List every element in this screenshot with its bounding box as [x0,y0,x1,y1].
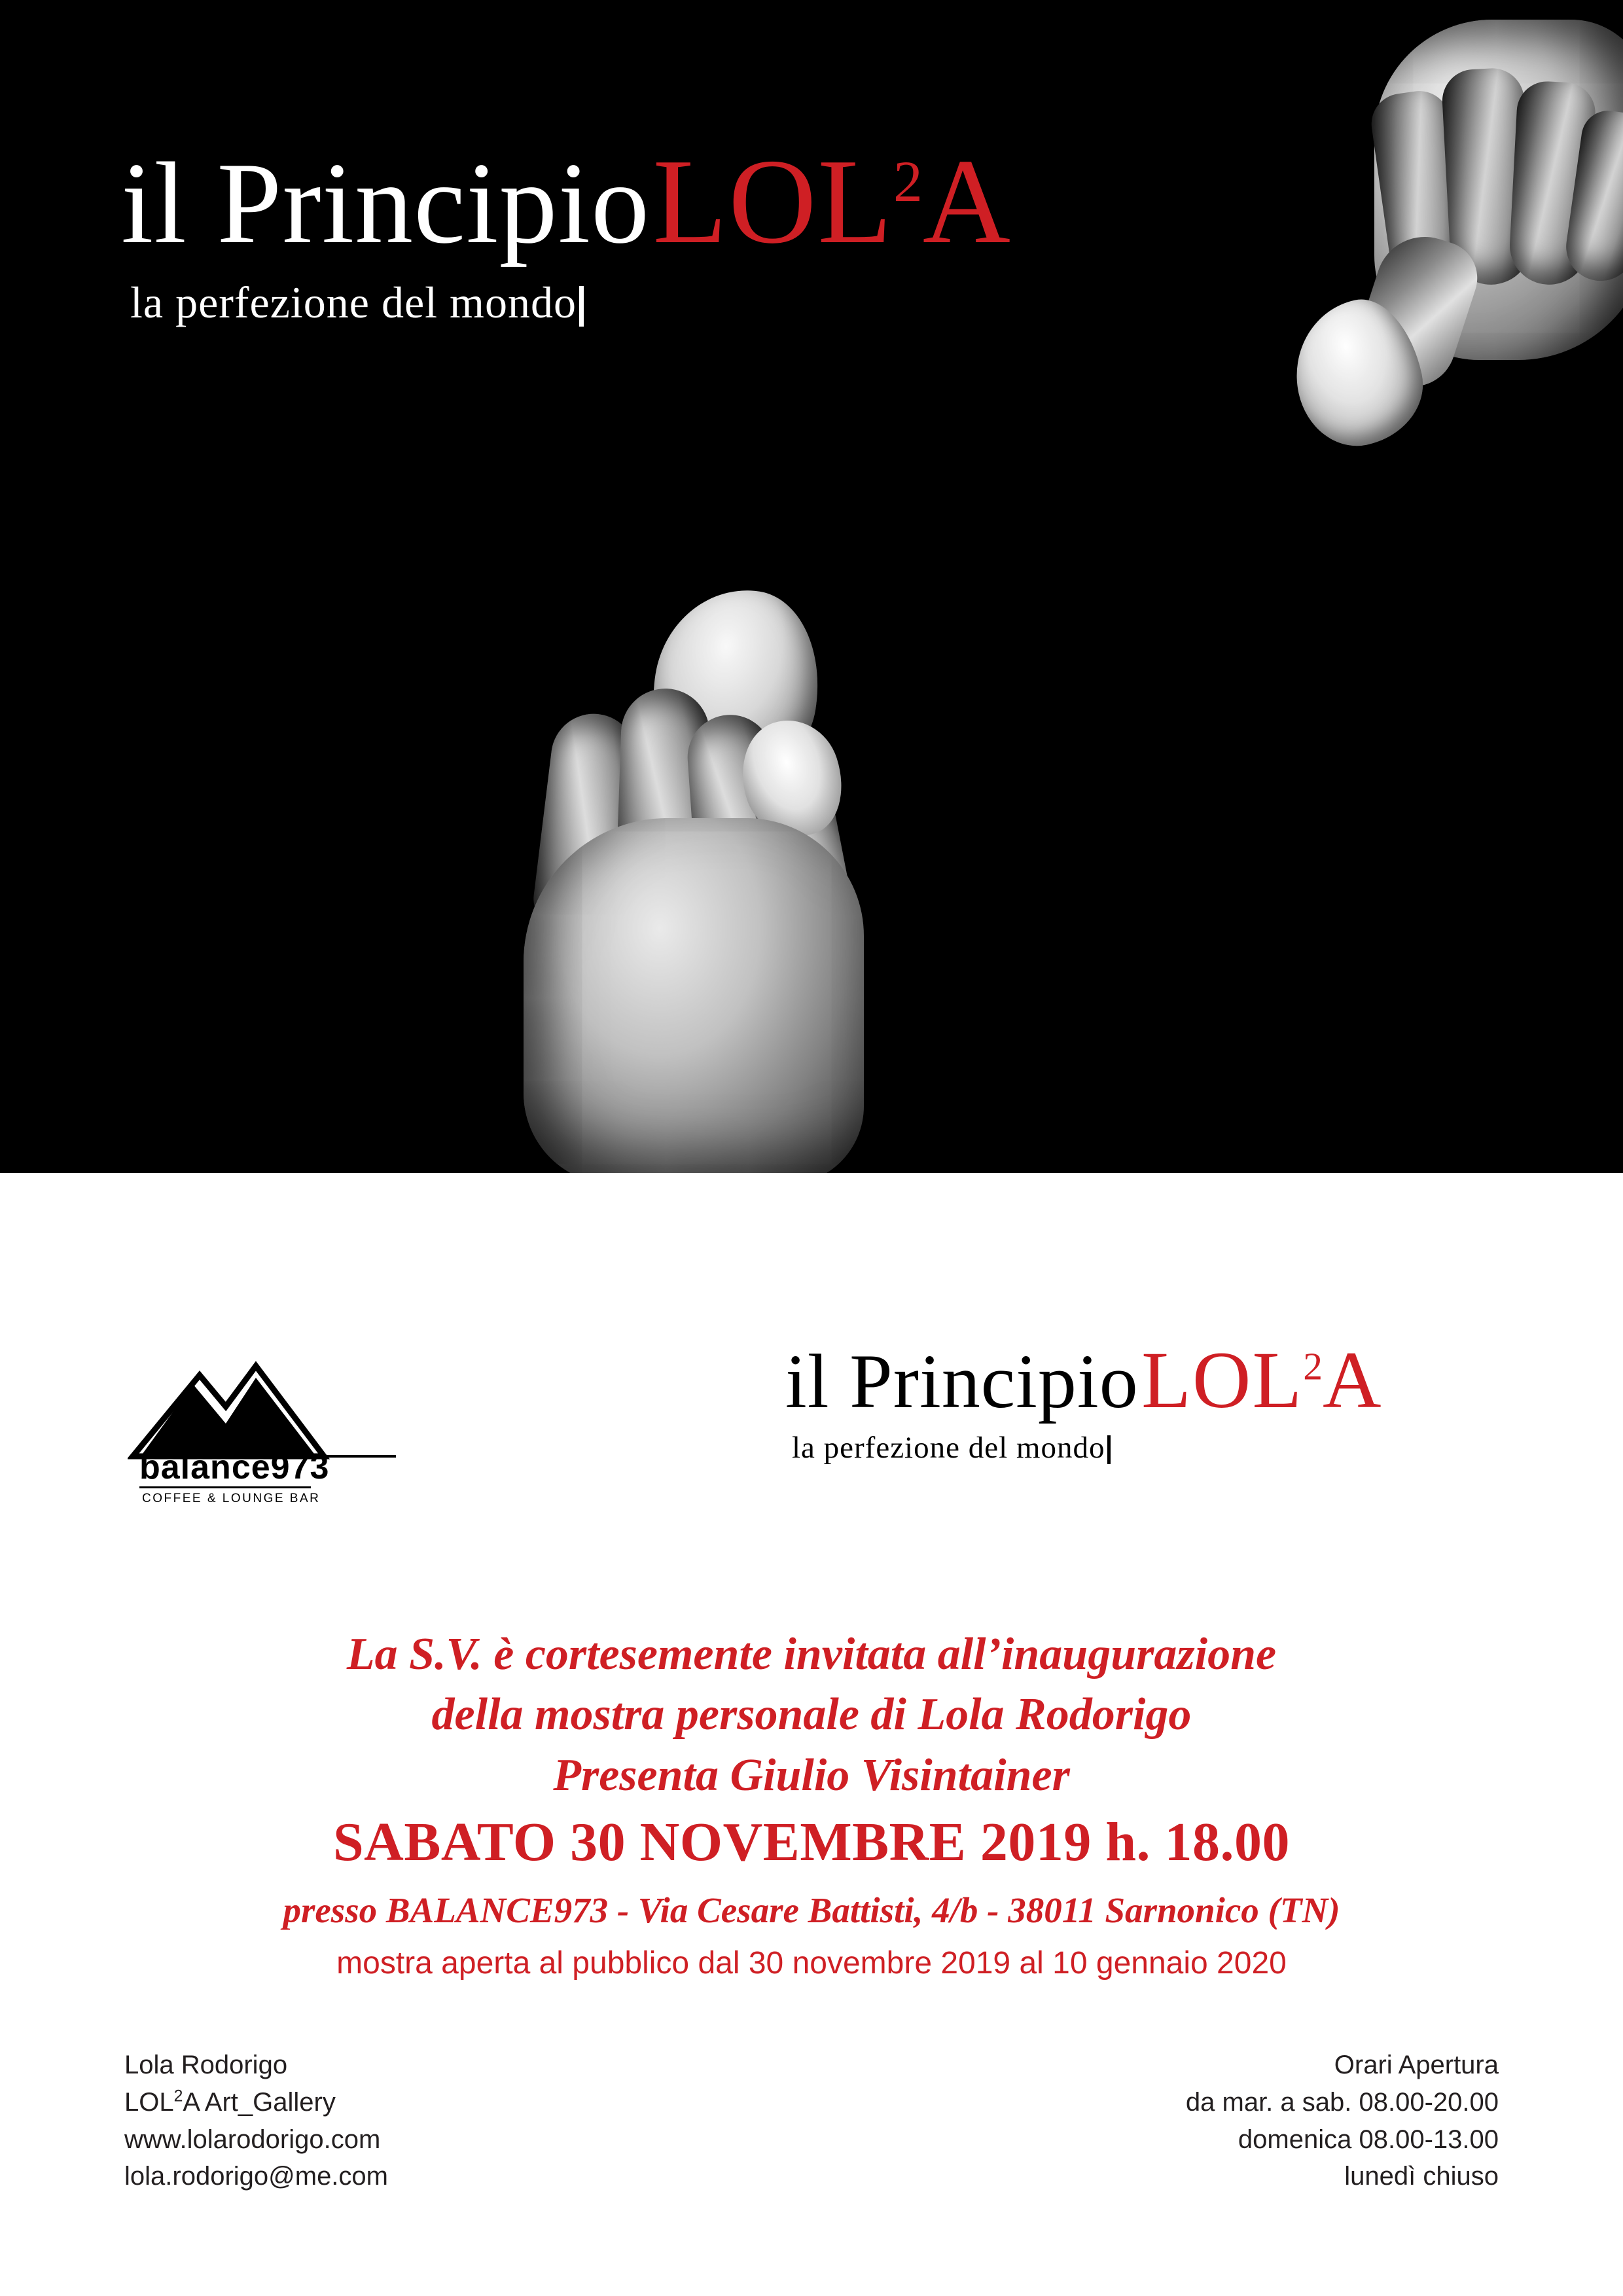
title-subtitle-bottom [792,1430,1571,1465]
footer-gallery-suffix: A Art_Gallery [183,2087,336,2117]
invitation-line-1: La S.V. è cortesemente invitata all’inaugurazione [346,1629,1277,1679]
footer-hours-line-3: lunedì chiuso [1344,2162,1499,2191]
footer-gallery-name [124,2084,388,2121]
invitation-line-3: Presenta Giulio Visintainer [553,1749,1070,1801]
title-lola [1141,1335,1382,1425]
balance973-logo [128,1346,402,1516]
hand-palm [524,818,864,1173]
title-line-bottom [785,1335,1571,1425]
title-line-top [121,134,1168,269]
subtitle-tick-mark [579,286,584,327]
title-prefix: il Principio [121,138,651,268]
footer-contact-block [124,2047,388,2195]
invitation-date-line: SABATO 30 NOVEMBRE 2019 h. 18.00 [332,1812,1291,1873]
footer-hours-block [1186,2047,1499,2195]
title-lola-superscript: 2 [893,149,923,214]
title-lockup-top [121,134,1168,329]
exhibition-dates-note: mostra aperta al pubblico dal 30 novembre 2019 al 10 gennaio 2020 [336,1946,1287,1981]
title-lola-main: LOL [652,134,894,269]
invitation-block [0,1624,1623,1937]
footer-website[interactable]: www.lolarodorigo.com [124,2125,381,2154]
title-subtitle-top-text: la perfezione del mondo [130,278,577,327]
footer-email[interactable]: lola.rodorigo@me.com [124,2162,388,2191]
footer-hours-line-2: domenica 08.00-13.00 [1238,2125,1499,2154]
title-lola [653,134,1012,269]
footer-hours-line-1: da mar. a sab. 08.00-20.00 [1185,2087,1499,2117]
title-lockup-bottom [785,1335,1571,1465]
hand-holding-broken-eggshell-image [484,641,1021,1173]
mountain-icon [128,1346,402,1464]
footer-hours-heading: Orari Apertura [1334,2051,1499,2079]
balance973-tagline: COFFEE & LOUNGE BAR [142,1492,321,1505]
title-prefix: il Principio [785,1338,1139,1424]
hand-holding-eggshell-image [1283,20,1623,517]
title-subtitle-bottom-text: la perfezione del mondo [792,1431,1105,1465]
invitation-line-2: della mostra personale di Lola Rodorigo [431,1689,1192,1740]
footer-gallery-prefix: LOL [124,2087,174,2117]
footer-artist-name: Lola Rodorigo [124,2051,288,2079]
title-lola-suffix: A [1322,1335,1383,1425]
balance973-wordmark: balance973 [139,1448,330,1486]
balance973-rule [139,1486,311,1488]
title-subtitle-top [130,277,1168,329]
title-lola-superscript: 2 [1303,1344,1323,1388]
title-lola-suffix: A [922,134,1012,269]
subtitle-tick-mark [1107,1435,1111,1464]
footer-gallery-superscript: 2 [173,2087,183,2106]
invitation-venue-line: presso BALANCE973 - Via Cesare Battisti, 4/b - 38011 Sarnonico (TN) [283,1890,1340,1930]
title-lola-main: LOL [1141,1335,1304,1425]
bottom-white-panel [0,1173,1623,2296]
